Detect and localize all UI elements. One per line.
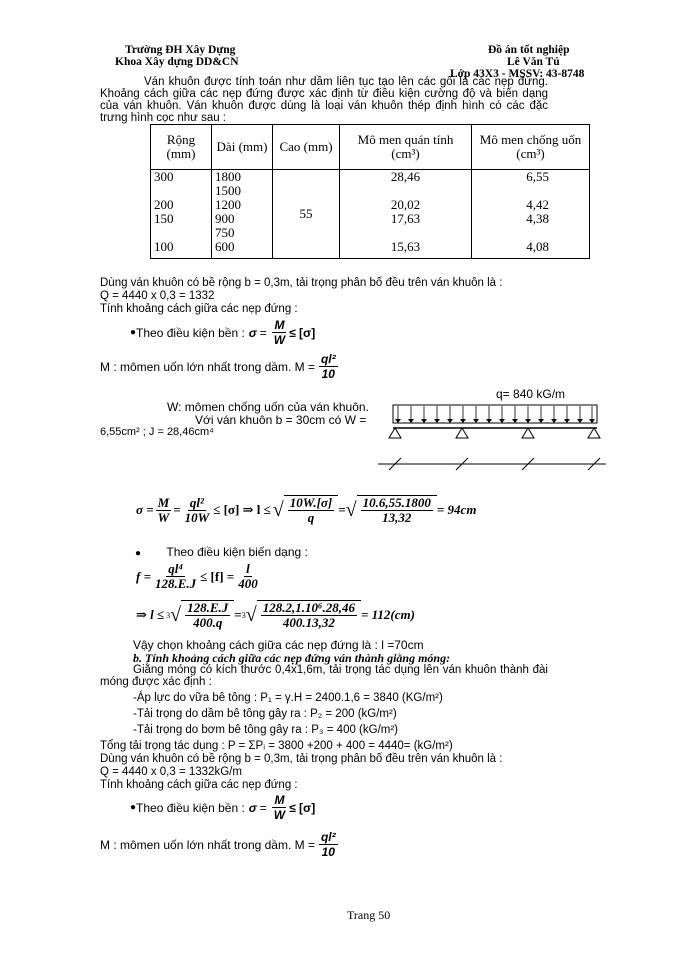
w-def-line1: W: mômen chống uốn của ván khuôn.: [167, 400, 369, 414]
f-eq2: =: [338, 502, 346, 517]
f-def-arrow: ⇒ l ≤: [136, 607, 165, 622]
deflection-formula: [136, 562, 262, 591]
beam-diagram: [370, 400, 610, 480]
s2-moment-label: M : mômen uốn lớn nhất trong dầm. M =: [100, 837, 315, 852]
s2-title: b. Tính khoảng cách giữa các nẹp đứng ván thành giằng móng:: [133, 651, 451, 665]
w-def-line2: Với ván khuôn b = 30cm có W =: [195, 413, 367, 427]
s2-load-p3: -Tải trọng do bơm bê tông gây ra : P₃ = 400 (kG/m²): [133, 724, 399, 736]
cbrt-icon: √: [170, 603, 182, 626]
cell: 4,42: [526, 197, 549, 212]
cell: 4,08: [526, 239, 549, 254]
table-header-row: [151, 125, 590, 170]
cell: 55: [299, 206, 313, 221]
supports: [389, 428, 600, 438]
s2-line1: Dùng ván khuôn có bề rộng b = 0,3m, tải trọng phân bố đều trên ván khuôn là :: [100, 753, 503, 765]
header-height: Cao (mm): [273, 125, 340, 170]
strength-derivation-formula: [136, 495, 476, 525]
author-name: Lê Văn Tú: [507, 56, 560, 68]
cbrt-icon: √: [245, 603, 257, 626]
header-modulus: Mô men chống uốn (cm³): [472, 125, 590, 170]
cell: 600: [215, 239, 235, 254]
cube-index: 3: [166, 610, 171, 620]
s2-strength-condition: ● Theo điều kiện bền : σ = $\frac{M}{W}$ ≤ [σ]: [130, 793, 316, 822]
faculty-name: Khoa Xây dựng DD&CN: [115, 56, 239, 68]
header-inertia: Mô men quán tính (cm³): [340, 125, 472, 170]
fraction-rad3: $\frac{128.E.J}{400.q}$: [187, 600, 229, 630]
sym-sigma: σ: [248, 325, 257, 340]
f-sigma: σ =: [136, 502, 154, 517]
radical-1: [284, 495, 339, 525]
cell: [154, 226, 208, 240]
fraction-ql2-10-2: $\frac{\text{ql²}}{10}$: [320, 830, 336, 859]
cell: [475, 184, 549, 198]
deform-line: [135, 545, 308, 559]
choose-spacing: Vậy chọn khoảng cách giữa các nẹp đứng là : l =70cm: [133, 638, 424, 652]
col-width: [151, 170, 212, 259]
radical-2: [357, 495, 437, 525]
s2-load-p1: -Áp lực do vữa bê tông : P₁ = γ.H = 2400.1,6 = 3840 (KG/m²): [133, 692, 443, 704]
table-row: [151, 170, 590, 259]
load-arrowheads: [395, 419, 595, 423]
radical-3: [181, 600, 234, 630]
cube-index: 3: [241, 610, 246, 620]
fraction-rad1: $\frac{10W.[\sigma]}{q}$: [289, 495, 333, 525]
w-def-line3: 6,55cm² ; J = 28,46cm⁴: [100, 426, 214, 438]
deform-label: Theo điều kiện biến dạng :: [166, 545, 308, 559]
page-number: Trang 50: [347, 908, 391, 922]
cell: 100: [154, 239, 174, 254]
s1-line2: Q = 4440 x 0,3 = 1332: [100, 290, 215, 302]
radical-4: [257, 600, 361, 630]
s1-strength-condition: ● Theo điều kiện bền : σ = $\frac{M}{W}$ ≤ [σ]: [130, 318, 316, 347]
bullet-icon: ●: [135, 548, 142, 559]
sqrt-icon: √: [272, 498, 284, 521]
f-eq1: =: [173, 502, 181, 517]
sym-sigma: σ: [248, 800, 257, 815]
f-def-eq: =: [234, 607, 242, 622]
cell: 1500: [215, 183, 241, 198]
s2-line2: Q = 4440 x 0,3 = 1332kG/m: [100, 766, 242, 778]
f-def-result: = 112(cm): [360, 607, 415, 622]
cell: 300: [154, 169, 174, 184]
cell: 6,55: [526, 169, 549, 184]
fraction-rad2: $\frac{10.6,55.1800}{13,32}$: [362, 495, 431, 525]
header-length: Dài (mm): [212, 125, 273, 170]
s2-strength-label: Theo điều kiện bền :: [136, 800, 245, 815]
cell: [343, 184, 468, 198]
fraction-rad4: $\frac{\text{128.2,1.10⁶.28,46}}{400.13,32}$: [262, 600, 355, 630]
s2-description: Giằng móng có kích thước 0,4x1,6m, tải trọng tác dụng lên ván khuôn thành đài móng được xác định :: [100, 664, 548, 688]
header-width: Rộng (mm): [151, 125, 212, 170]
bullet-icon: ●: [130, 327, 137, 338]
cell: 15,63: [390, 239, 421, 254]
s1-moment-formula: [100, 352, 340, 381]
formwork-properties-table: [150, 124, 590, 259]
cell: 4,38: [526, 211, 549, 226]
f-def-lhs: f =: [136, 568, 151, 584]
fraction-m-w: $\frac{M}{W}$: [273, 318, 286, 347]
fraction-ql2-10: $\frac{\text{ql²}}{10}$: [320, 352, 336, 381]
cell: [154, 184, 208, 198]
col-modulus: [472, 170, 590, 259]
deflection-derivation-formula: [136, 600, 415, 630]
cell: [475, 226, 549, 240]
s2-line3: Tính khoảng cách giữa các nẹp đứng :: [100, 779, 298, 791]
bullet-icon: ●: [130, 802, 137, 813]
cell: 17,63: [390, 211, 421, 226]
s1-strength-label: Theo điều kiện bền :: [136, 325, 245, 340]
s2-load-p2: -Tải trọng do dầm bê tông gây ra : P₂ = 200 (kG/m²): [133, 708, 397, 720]
cell: 200: [154, 197, 174, 212]
sym-bound: ≤ [σ]: [289, 325, 316, 340]
fraction-ql2-10w: $\frac{\text{ql²}}{10W}$: [184, 494, 210, 525]
fraction-m-w-3: $\frac{M}{W}$: [273, 793, 286, 822]
sqrt-icon: √: [345, 498, 357, 521]
cell: 28,46: [390, 169, 421, 184]
sym-bound: ≤ [σ]: [289, 800, 316, 815]
s1-line3: Tính khoảng cách giữa các nẹp đứng :: [100, 303, 298, 315]
fraction-m-w-2: $\frac{M}{W}$: [157, 494, 170, 525]
cell: 900: [215, 211, 235, 226]
col-height: [273, 170, 340, 259]
cell: [343, 226, 468, 240]
cell: 1200: [215, 197, 241, 212]
f-result: = 94cm: [436, 502, 477, 517]
load-label: q= 840 kG/m: [496, 387, 566, 401]
cell: 1800: [215, 169, 241, 184]
class-id: Lớp 43X3 - MSSV: 43-8748: [450, 68, 585, 80]
s2-total-load: Tổng tải trọng tác dụng : P = ΣPᵢ = 3800 +200 + 400 = 4440= (kG/m²): [100, 740, 453, 752]
project-title: Đồ án tốt nghiệp: [488, 44, 570, 56]
load-arrows: [398, 406, 592, 422]
intro-paragraph: Ván khuôn được tính toán như dầm liên tục tạo lên các gối là các nẹp đứng. Khoảng cách giữa các nẹp đứng được xác định từ điều kiện cường độ và biến dạng của ván khuôn. Ván khuôn được dùng là loại ván khuôn thép định hình có các đặc trưng hình cọc như sau :: [100, 76, 548, 124]
school-name: Trường ĐH Xây Dựng: [125, 44, 236, 56]
cell: 20,02: [390, 197, 421, 212]
fraction-ql4-128ej: $\frac{\text{ql⁴}}{128.E.J}$: [155, 561, 197, 591]
cell: 750: [215, 225, 235, 240]
s2-moment-formula: [100, 830, 340, 859]
f-leq: ≤ [σ] ⇒ l ≤: [213, 502, 271, 517]
cell: 150: [154, 211, 174, 226]
col-inertia: [340, 170, 472, 259]
col-length: [212, 170, 273, 259]
fraction-l-400: $\frac{l}{400}$: [238, 561, 258, 591]
s1-moment-label: M : mômen uốn lớn nhất trong dầm. M =: [100, 359, 315, 374]
s1-line1: Dùng ván khuôn có bề rộng b = 0,3m, tải trọng phân bố đều trên ván khuôn là :: [100, 277, 503, 289]
f-def-mid: ≤ [f] =: [200, 568, 235, 584]
